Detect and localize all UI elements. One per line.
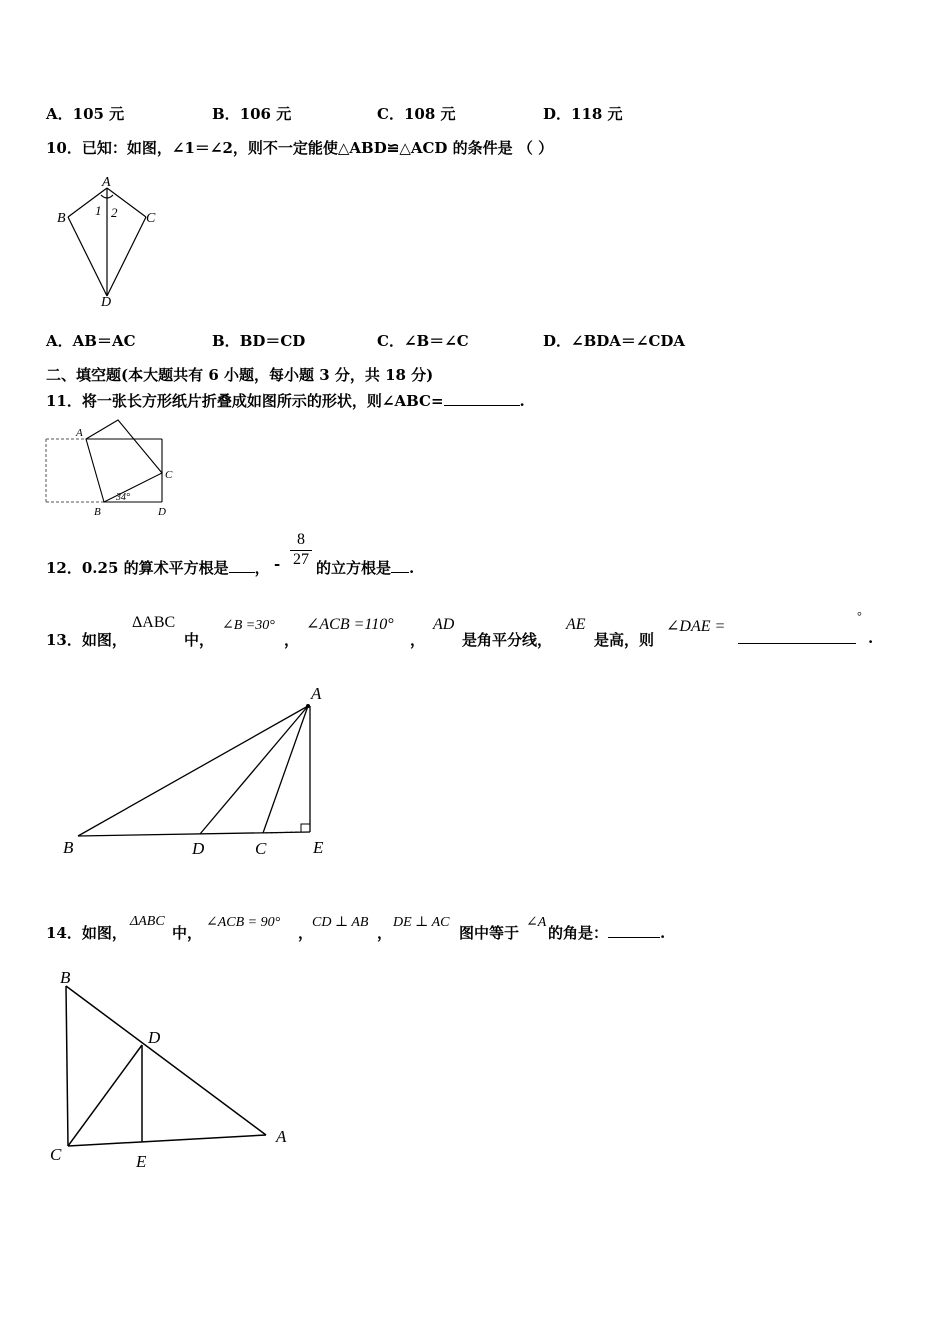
- q13-angle-b: ∠B =30°: [222, 618, 275, 633]
- option-letter: D．: [543, 332, 572, 350]
- label-a: A: [276, 1127, 287, 1146]
- q13-prefix: 13．如图，: [46, 631, 127, 649]
- q14-end: .: [660, 924, 666, 942]
- label-d: D: [101, 295, 112, 310]
- label-e: E: [313, 838, 324, 857]
- q14-text-1: 图中等于: [459, 924, 520, 942]
- label-e: E: [136, 1152, 147, 1171]
- q13-text-2: 是高，则: [594, 631, 655, 649]
- label-b: B: [63, 838, 74, 857]
- q13-degree: °: [857, 609, 862, 623]
- label-c: C: [146, 211, 156, 226]
- label-angle-1: 1: [95, 203, 102, 218]
- option-text: AB＝AC: [72, 332, 136, 350]
- segment-bc: [66, 986, 68, 1146]
- section-title: 二、填空题(本大题共有 6 小题，每小题 3 分，共 18 分): [46, 366, 434, 384]
- q14-text-2: 的角是：: [548, 924, 609, 942]
- q14-triangle: ΔABC: [130, 914, 165, 929]
- option-letter: A．: [46, 332, 73, 350]
- q14-prefix: 14．如图，: [46, 924, 127, 942]
- q14-zhong: 中，: [172, 924, 203, 942]
- q13-ae: AE: [566, 616, 586, 633]
- option-letter: D．: [543, 105, 572, 123]
- q13-zhong: 中，: [184, 631, 215, 649]
- option-letter: C．: [377, 332, 404, 350]
- segment-ba: [66, 986, 266, 1135]
- option-letter: B．: [212, 332, 240, 350]
- q11-end: .: [519, 392, 525, 410]
- label-c: C: [165, 469, 173, 481]
- option-text: 105 元: [72, 105, 125, 123]
- fraction-denominator: 27: [293, 551, 309, 568]
- option-text: ∠B＝∠C: [403, 332, 469, 350]
- q12-prefix: 12．0.25 的算术平方根是: [46, 559, 229, 577]
- q11-text: 11．将一张长方形纸片折叠成如图所示的形状，则∠ABC=: [46, 392, 444, 410]
- q14-comma-2: ，: [377, 924, 393, 942]
- label-a: A: [76, 427, 83, 439]
- q14-de-perp: DE ⊥ AC: [393, 915, 450, 930]
- label-b: B: [60, 968, 71, 987]
- option-text: 106 元: [239, 105, 292, 123]
- q13-comma-1: ，: [284, 631, 300, 649]
- label-d: D: [158, 506, 166, 518]
- angle-label: 34°: [116, 492, 130, 503]
- q13-comma-2: ，: [410, 631, 426, 649]
- q13-ad: AD: [433, 616, 455, 633]
- q14-comma-1: ，: [298, 924, 314, 942]
- segment-cd: [68, 1045, 142, 1146]
- q13-end: .: [868, 629, 874, 647]
- option-text: 118 元: [571, 105, 623, 123]
- option-letter: C．: [377, 105, 404, 123]
- q12-minus: -: [274, 555, 281, 573]
- fraction-numerator: 8: [297, 531, 305, 548]
- label-angle-2: 2: [111, 205, 118, 220]
- option-text: 108 元: [403, 105, 456, 123]
- q14-angle-a: ∠A: [526, 915, 547, 930]
- q14-cd-perp: CD ⊥ AB: [312, 915, 369, 930]
- option-letter: A．: [46, 105, 73, 123]
- label-a: A: [311, 684, 322, 703]
- option-text: ∠BDA＝∠CDA: [571, 332, 686, 350]
- q10-stem: 10．已知：如图，∠1＝∠2，则不一定能使△ABD≌△ACD 的条件是 （ ）: [46, 139, 554, 157]
- label-d: D: [148, 1028, 161, 1047]
- q13-angle-acb: ∠ACB =110°: [306, 616, 394, 633]
- q13-triangle: ΔABC: [132, 614, 176, 631]
- label-c: C: [50, 1145, 62, 1164]
- q13-angle-dae: ∠DAE =: [666, 618, 726, 635]
- segment-ca: [68, 1135, 266, 1146]
- label-b: B: [94, 506, 101, 518]
- label-b: B: [57, 211, 66, 226]
- label-a: A: [102, 175, 111, 190]
- q13-text-1: 是角平分线，: [462, 631, 553, 649]
- q12-suffix: 的立方根是: [316, 559, 392, 577]
- option-letter: B．: [212, 105, 240, 123]
- q12-end: .: [409, 559, 415, 577]
- q12-sep: ，: [254, 559, 270, 577]
- q14-angle-acb: ∠ACB = 90°: [206, 915, 281, 930]
- option-text: BD＝CD: [239, 332, 306, 350]
- label-c: C: [255, 839, 267, 858]
- label-d: D: [192, 839, 205, 858]
